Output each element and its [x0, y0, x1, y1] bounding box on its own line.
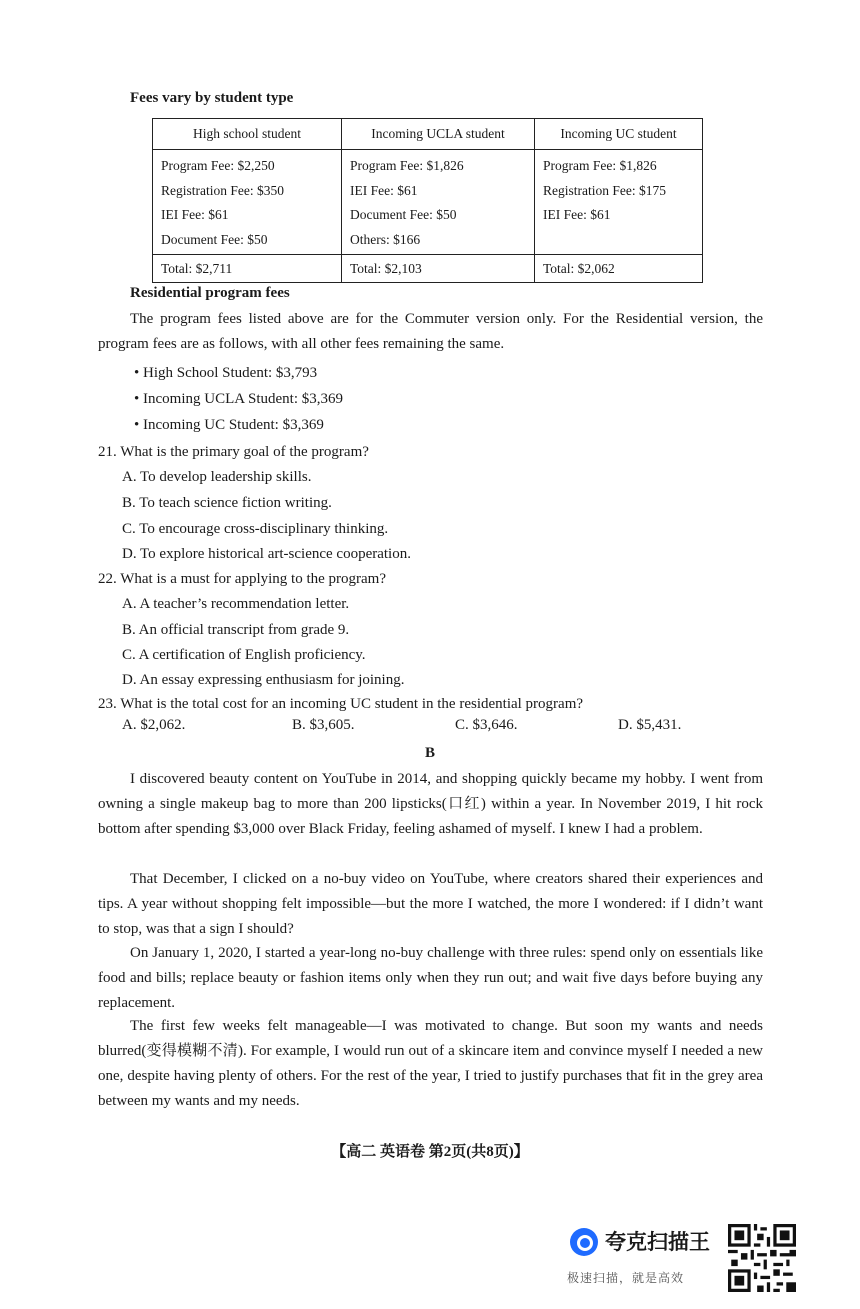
question-23: 23. What is the total cost for an incoming UC student in the residential program? [98, 696, 584, 712]
q22-option-b: B. An official transcript from grade 9. [122, 622, 350, 638]
q21-option-d: D. To explore historical art-science cooperation. [122, 546, 411, 562]
q22-option-d: D. An essay expressing enthusiasm for joining. [122, 672, 405, 688]
q23-option-b: B. $3,605. [292, 717, 355, 733]
q22-option-a: A. A teacher’s recommendation letter. [122, 596, 350, 612]
fees-heading: Fees vary by student type [130, 90, 294, 106]
qr-code-icon [728, 1224, 796, 1292]
uc-total: Total: $2,062 [535, 255, 703, 283]
scanner-app-name: 夸克扫描王 [605, 1230, 710, 1254]
q21-option-c: C. To encourage cross-disciplinary thinking. [122, 521, 389, 537]
uc-fees [535, 150, 703, 255]
passage-paragraph: I discovered beauty content on YouTube in 2014, and shopping quickly became my hobby. I went from owning a single makeup bag to more than 200 lipsticks(口红) within a year. In November 2019, I hit rock bottom after spending $3,000 over Black Friday, feeling ashamed of myself. I knew I had a problem. [98, 771, 763, 837]
col-header-ucla: Incoming UCLA student [342, 119, 535, 150]
fee-item: Registration Fee: $175 [543, 182, 666, 198]
fees-header-row [153, 119, 703, 150]
col-header-high-school: High school student [153, 119, 342, 150]
fee-item: Others: $166 [350, 231, 421, 247]
q23-option-a: A. $2,062. [122, 717, 186, 733]
ucla-fees [342, 150, 535, 255]
quark-logo-icon [570, 1228, 598, 1256]
fees-table [152, 118, 703, 283]
residential-heading: Residential program fees [130, 285, 290, 301]
ucla-total: Total: $2,103 [342, 255, 535, 283]
fee-item: IEI Fee: $61 [161, 207, 229, 222]
passage-paragraph: That December, I clicked on a no-buy video on YouTube, where creators shared their experiences and tips. A year without shopping felt impossible—but the more I watched, the more I wondered: if I didn’t want to stop, was that a sign I should? [98, 871, 763, 937]
q23-option-d: D. $5,431. [618, 717, 682, 733]
question-22: 22. What is a must for applying to the program? [98, 571, 386, 587]
section-b-label: B [424, 745, 435, 761]
residential-bullet: • Incoming UC Student: $3,369 [134, 417, 324, 433]
question-21: 21. What is the primary goal of the program? [98, 444, 369, 460]
residential-intro: The program fees listed above are for the Commuter version only. For the Residential version, the program fees are as follows, with all other fees remaining the same. [98, 311, 763, 352]
fee-item: Document Fee: $50 [161, 231, 268, 247]
fees-total-row [153, 255, 703, 283]
high-school-fees [153, 150, 342, 255]
q23-option-c: C. $3,646. [455, 717, 518, 733]
scanner-watermark [565, 1224, 805, 1294]
fee-item: Program Fee: $1,826 [543, 158, 657, 173]
high-school-total: Total: $2,711 [153, 255, 342, 283]
residential-bullet: • High School Student: $3,793 [134, 365, 318, 381]
fee-item: Registration Fee: $350 [161, 182, 284, 198]
fee-item: Program Fee: $2,250 [161, 158, 275, 173]
passage-paragraph: On January 1, 2020, I started a year-long no-buy challenge with three rules: spend only on essentials like food and bills; replace beauty or fashion items only when they run out; and wait five days before buying any replacement. [98, 945, 763, 1011]
fee-item: Document Fee: $50 [350, 207, 457, 222]
fees-items-row [153, 150, 703, 255]
col-header-uc: Incoming UC student [535, 119, 703, 150]
scanner-slogan: 极速扫描，就是高效 [567, 1271, 685, 1285]
q22-option-c: C. A certification of English proficiency. [122, 647, 366, 663]
q21-option-b: B. To teach science fiction writing. [122, 495, 332, 511]
fee-item: IEI Fee: $61 [543, 207, 611, 222]
page-footer: 【高二 英语卷 第2页(共8页)】 [331, 1144, 529, 1160]
passage-paragraph: The first few weeks felt manageable—I was motivated to change. But soon my wants and needs blurred(变得模糊不清). For example, I would run out of a skincare item and convince myself I needed a new one, despite having plenty of others. For the rest of the year, I tried to justify purchases that fit in the grey area between my wants and my needs. [98, 1018, 763, 1109]
fee-item: IEI Fee: $61 [350, 182, 418, 198]
residential-bullet: • Incoming UCLA Student: $3,369 [134, 391, 343, 407]
fee-item: Program Fee: $1,826 [350, 158, 464, 173]
q21-option-a: A. To develop leadership skills. [122, 469, 312, 485]
